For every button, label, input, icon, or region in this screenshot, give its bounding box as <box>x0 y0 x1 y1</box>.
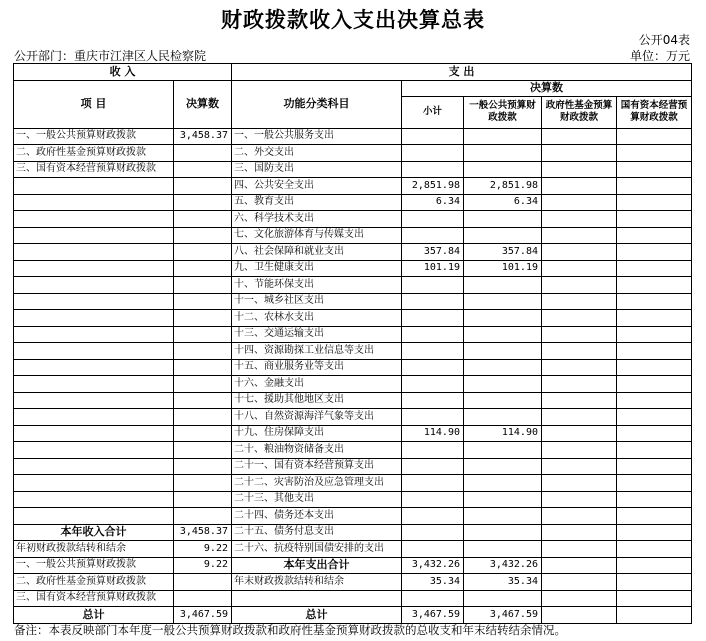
summary-row <box>14 541 692 558</box>
function-header: 功能分类科目 <box>232 80 402 128</box>
cell-fund <box>542 277 617 294</box>
cell-gen <box>464 326 542 343</box>
empty-cell <box>542 607 617 624</box>
table-row <box>14 145 692 162</box>
cell-exp-label: 二十一、国有资本经营预算支出 <box>232 458 402 475</box>
table-row <box>14 442 692 459</box>
cell-gen <box>464 343 542 360</box>
cell-gen <box>464 227 542 244</box>
gov-fund-header: 政府性基金预算财政拨款 <box>542 97 617 129</box>
cell-inc-amount <box>174 508 232 525</box>
cell-inc-label: 二、政府性基金预算财政拨款 <box>14 145 174 162</box>
table-row <box>14 161 692 178</box>
cell-grand-expense-label: 总计 <box>232 607 402 624</box>
cell-inc-amount <box>174 376 232 393</box>
cell-inc-label <box>14 491 174 508</box>
header-row-1 <box>14 64 692 81</box>
empty-cell <box>174 590 232 607</box>
cell-sub: 101.19 <box>402 260 464 277</box>
cell-fund <box>542 409 617 426</box>
summary-row <box>14 590 692 607</box>
cell-exp26: 二十六、抗疫特别国债安排的支出 <box>232 541 402 558</box>
cell-fund <box>542 211 617 228</box>
unit-label: 单位：万元 <box>629 49 690 63</box>
cell-fund <box>542 293 617 310</box>
empty-cell <box>617 574 692 591</box>
cell-income-total: 3,458.37 <box>174 524 232 541</box>
cell-fund <box>542 425 617 442</box>
table-row <box>14 260 692 277</box>
cell-fund <box>542 194 617 211</box>
empty-cell <box>174 574 232 591</box>
cell-cap <box>617 293 692 310</box>
cell-gen <box>464 128 542 145</box>
cell-sub <box>402 442 464 459</box>
cell-sub: 114.90 <box>402 425 464 442</box>
empty-cell <box>617 557 692 574</box>
cell-exp-label: 九、卫生健康支出 <box>232 260 402 277</box>
cell-inc-amount <box>174 161 232 178</box>
cell-gen <box>464 508 542 525</box>
empty-cell <box>542 541 617 558</box>
final-amount-header: 决算数 <box>402 80 692 97</box>
cell-exp-label: 十九、住房保障支出 <box>232 425 402 442</box>
table-row <box>14 376 692 393</box>
cell-carry-in: 9.22 <box>174 541 232 558</box>
cell-cap <box>617 491 692 508</box>
budget-table <box>13 63 692 624</box>
cell-inc-label <box>14 293 174 310</box>
cell-exp-label: 四、公共安全支出 <box>232 178 402 195</box>
report-title: 财政拨款收入支出决算总表 <box>221 8 485 32</box>
cell-fund <box>542 145 617 162</box>
table-row <box>14 343 692 360</box>
cell-gen <box>464 359 542 376</box>
cell-exp-label: 十四、资源勘探工业信息等支出 <box>232 343 402 360</box>
cell-exp-label: 七、文化旅游体育与传媒支出 <box>232 227 402 244</box>
cell-carry-cap-label: 三、国有资本经营预算财政拨款 <box>14 590 174 607</box>
cell-inc-label: 三、国有资本经营预算财政拨款 <box>14 161 174 178</box>
cell-inc-amount <box>174 211 232 228</box>
cell-inc-label <box>14 310 174 327</box>
cell-income-total-label: 本年收入合计 <box>14 524 174 541</box>
table-row <box>14 359 692 376</box>
cell-inc-label <box>14 392 174 409</box>
cell-cap <box>617 145 692 162</box>
cell-cap <box>617 392 692 409</box>
cell-cap <box>617 128 692 145</box>
table-row <box>14 425 692 442</box>
table-row <box>14 475 692 492</box>
cell-inc-label <box>14 244 174 261</box>
cell-sub: 357.84 <box>402 244 464 261</box>
cell-sub <box>402 326 464 343</box>
cell-gen <box>464 145 542 162</box>
cell-inc-amount <box>174 442 232 459</box>
empty-cell <box>542 557 617 574</box>
cell-fund <box>542 376 617 393</box>
cell-exp-label: 十五、商业服务业等支出 <box>232 359 402 376</box>
empty-cell <box>617 541 692 558</box>
cell-sub <box>402 376 464 393</box>
cell-inc-label <box>14 508 174 525</box>
table-row <box>14 194 692 211</box>
cell-exp-label: 二十、粮油物资储备支出 <box>232 442 402 459</box>
cell-fund <box>542 343 617 360</box>
cell-sub: 6.34 <box>402 194 464 211</box>
cell-cap <box>617 244 692 261</box>
summary-row <box>14 607 692 624</box>
cell-sub <box>402 161 464 178</box>
cell-fund <box>542 161 617 178</box>
table-row <box>14 227 692 244</box>
cell-exp-label: 三、国防支出 <box>232 161 402 178</box>
cell-grand-income: 3,467.59 <box>174 607 232 624</box>
cell-sub <box>402 508 464 525</box>
cell-exp-label: 十七、援助其他地区支出 <box>232 392 402 409</box>
cell-cap <box>617 359 692 376</box>
cell-inc-amount <box>174 244 232 261</box>
cell-gen <box>464 442 542 459</box>
cell-inc-label <box>14 211 174 228</box>
cell-exp-label: 十三、交通运输支出 <box>232 326 402 343</box>
cell-year-end-label: 年末财政拨款结转和结余 <box>232 574 402 591</box>
cell-exp-label: 十八、自然资源海洋气象等支出 <box>232 409 402 426</box>
cell-exp-label: 十一、城乡社区支出 <box>232 293 402 310</box>
cell-cap <box>617 442 692 459</box>
cell-gen <box>464 491 542 508</box>
empty-cell <box>232 590 402 607</box>
cell-inc-amount <box>174 409 232 426</box>
cell-inc-label <box>14 260 174 277</box>
empty-cell <box>402 524 464 541</box>
cell-sub <box>402 277 464 294</box>
cell-cap <box>617 343 692 360</box>
cell-inc-amount <box>174 178 232 195</box>
cell-inc-label <box>14 178 174 195</box>
cell-gen: 2,851.98 <box>464 178 542 195</box>
cell-gen: 101.19 <box>464 260 542 277</box>
cell-cap <box>617 277 692 294</box>
cell-cap <box>617 227 692 244</box>
cell-cap <box>617 211 692 228</box>
cell-inc-label <box>14 475 174 492</box>
empty-cell <box>464 590 542 607</box>
cell-exp-label: 八、社会保障和就业支出 <box>232 244 402 261</box>
summary-row <box>14 574 692 591</box>
cell-sub <box>402 409 464 426</box>
cell-gen <box>464 293 542 310</box>
cell-inc-label <box>14 343 174 360</box>
cell-inc-label <box>14 326 174 343</box>
cell-fund <box>542 458 617 475</box>
cell-cap <box>617 310 692 327</box>
cell-carry-gen-label: 一、一般公共预算财政拨款 <box>14 557 174 574</box>
empty-cell <box>542 590 617 607</box>
cell-gen: 114.90 <box>464 425 542 442</box>
cell-sub <box>402 293 464 310</box>
cell-expense-total-gen: 3,432.26 <box>464 557 542 574</box>
cell-inc-label <box>14 458 174 475</box>
footnote: 备注：本表反映部门本年度一般公共预算财政拨款和政府性基金预算财政拨款的总收支和年末结转结余情况。 <box>14 623 566 637</box>
cell-fund <box>542 475 617 492</box>
cell-sub <box>402 491 464 508</box>
cell-year-end-gen: 35.34 <box>464 574 542 591</box>
cell-cap <box>617 260 692 277</box>
cell-exp-label: 五、教育支出 <box>232 194 402 211</box>
cell-gen <box>464 310 542 327</box>
cell-cap <box>617 178 692 195</box>
cell-cap <box>617 458 692 475</box>
cell-expense-total-label: 本年支出合计 <box>232 557 402 574</box>
table-row <box>14 244 692 261</box>
table-row <box>14 178 692 195</box>
expense-header: 支 出 <box>232 64 692 81</box>
cell-inc-label <box>14 442 174 459</box>
table-row <box>14 392 692 409</box>
cell-carry-fund-label: 二、政府性基金预算财政拨款 <box>14 574 174 591</box>
cell-cap <box>617 326 692 343</box>
table-row <box>14 128 692 145</box>
cell-exp-label: 一、一般公共服务支出 <box>232 128 402 145</box>
cell-exp-label: 十、节能环保支出 <box>232 277 402 294</box>
cell-inc-amount <box>174 145 232 162</box>
cell-sub: 2,851.98 <box>402 178 464 195</box>
cell-cap <box>617 425 692 442</box>
cell-inc-amount <box>174 343 232 360</box>
cell-sub <box>402 310 464 327</box>
cell-inc-amount <box>174 326 232 343</box>
cell-sub <box>402 145 464 162</box>
cell-fund <box>542 508 617 525</box>
table-row <box>14 491 692 508</box>
cell-carry-gen: 9.22 <box>174 557 232 574</box>
cell-inc-label <box>14 359 174 376</box>
cell-fund <box>542 128 617 145</box>
table-row <box>14 409 692 426</box>
cell-inc-label <box>14 227 174 244</box>
department-label: 公开部门：重庆市江津区人民检察院 <box>14 49 207 63</box>
subtotal-header: 小计 <box>402 97 464 129</box>
cell-inc-amount <box>174 227 232 244</box>
table-row <box>14 458 692 475</box>
cell-cap <box>617 376 692 393</box>
cell-expense-total-sub: 3,432.26 <box>402 557 464 574</box>
amount-header: 决算数 <box>174 80 232 128</box>
cell-cap <box>617 194 692 211</box>
cell-inc-label <box>14 277 174 294</box>
cell-grand-income-label: 总计 <box>14 607 174 624</box>
cell-gen <box>464 211 542 228</box>
cell-sub <box>402 227 464 244</box>
table-row <box>14 310 692 327</box>
cell-exp-label: 二十四、债务还本支出 <box>232 508 402 525</box>
cell-inc-label <box>14 425 174 442</box>
cell-gen: 357.84 <box>464 244 542 261</box>
cell-sub <box>402 343 464 360</box>
cell-inc-amount <box>174 425 232 442</box>
form-code: 公开04表 <box>638 33 690 47</box>
cell-cap <box>617 508 692 525</box>
cell-cap <box>617 409 692 426</box>
cell-sub <box>402 359 464 376</box>
cell-gen <box>464 161 542 178</box>
cell-grand-gen: 3,467.59 <box>464 607 542 624</box>
summary-row <box>14 557 692 574</box>
cell-inc-amount <box>174 491 232 508</box>
cell-exp-label: 六、科学技术支出 <box>232 211 402 228</box>
income-header: 收 入 <box>14 64 232 81</box>
cell-inc-amount <box>174 310 232 327</box>
cell-sub <box>402 128 464 145</box>
cell-gen <box>464 376 542 393</box>
table-row <box>14 211 692 228</box>
empty-cell <box>542 524 617 541</box>
table-row <box>14 326 692 343</box>
summary-row <box>14 524 692 541</box>
cell-inc-label <box>14 194 174 211</box>
cell-inc-label <box>14 409 174 426</box>
cell-inc-amount <box>174 293 232 310</box>
cell-fund <box>542 359 617 376</box>
cell-carry-in-label: 年初财政拨款结转和结余 <box>14 541 174 558</box>
cell-fund <box>542 442 617 459</box>
item-header: 项 目 <box>14 80 174 128</box>
table-row <box>14 277 692 294</box>
cell-gen <box>464 392 542 409</box>
empty-cell <box>617 524 692 541</box>
cell-gen <box>464 277 542 294</box>
cell-fund <box>542 244 617 261</box>
cell-fund <box>542 227 617 244</box>
cell-exp-label: 十六、金融支出 <box>232 376 402 393</box>
empty-cell <box>542 574 617 591</box>
cell-fund <box>542 310 617 327</box>
cell-cap <box>617 475 692 492</box>
cell-sub <box>402 211 464 228</box>
cell-inc-amount: 3,458.37 <box>174 128 232 145</box>
cell-year-end-sub: 35.34 <box>402 574 464 591</box>
cell-inc-amount <box>174 277 232 294</box>
general-budget-header: 一般公共预算财政拨款 <box>464 97 542 129</box>
cell-inc-amount <box>174 194 232 211</box>
cell-gen <box>464 409 542 426</box>
state-capital-header: 国有资本经营预算财政拨款 <box>617 97 692 129</box>
cell-exp-label: 二十三、其他支出 <box>232 491 402 508</box>
cell-inc-amount <box>174 458 232 475</box>
cell-gen <box>464 458 542 475</box>
cell-exp-label: 二、外交支出 <box>232 145 402 162</box>
cell-inc-label <box>14 376 174 393</box>
cell-sub <box>402 458 464 475</box>
cell-fund <box>542 260 617 277</box>
cell-inc-label: 一、一般公共预算财政拨款 <box>14 128 174 145</box>
empty-cell <box>402 541 464 558</box>
cell-fund <box>542 392 617 409</box>
header-row-2 <box>14 80 692 97</box>
cell-exp-label: 十二、农林水支出 <box>232 310 402 327</box>
empty-cell <box>617 607 692 624</box>
cell-sub <box>402 392 464 409</box>
cell-grand-sub: 3,467.59 <box>402 607 464 624</box>
cell-cap <box>617 161 692 178</box>
cell-sub <box>402 475 464 492</box>
empty-cell <box>402 590 464 607</box>
cell-gen: 6.34 <box>464 194 542 211</box>
cell-inc-amount <box>174 475 232 492</box>
cell-exp-label: 二十二、灾害防治及应急管理支出 <box>232 475 402 492</box>
cell-gen <box>464 475 542 492</box>
cell-inc-amount <box>174 359 232 376</box>
table-row <box>14 508 692 525</box>
cell-inc-amount <box>174 260 232 277</box>
table-row <box>14 293 692 310</box>
empty-cell <box>464 524 542 541</box>
cell-fund <box>542 178 617 195</box>
cell-exp25: 二十五、债务付息支出 <box>232 524 402 541</box>
cell-fund <box>542 491 617 508</box>
empty-cell <box>617 590 692 607</box>
cell-fund <box>542 326 617 343</box>
cell-inc-amount <box>174 392 232 409</box>
empty-cell <box>464 541 542 558</box>
